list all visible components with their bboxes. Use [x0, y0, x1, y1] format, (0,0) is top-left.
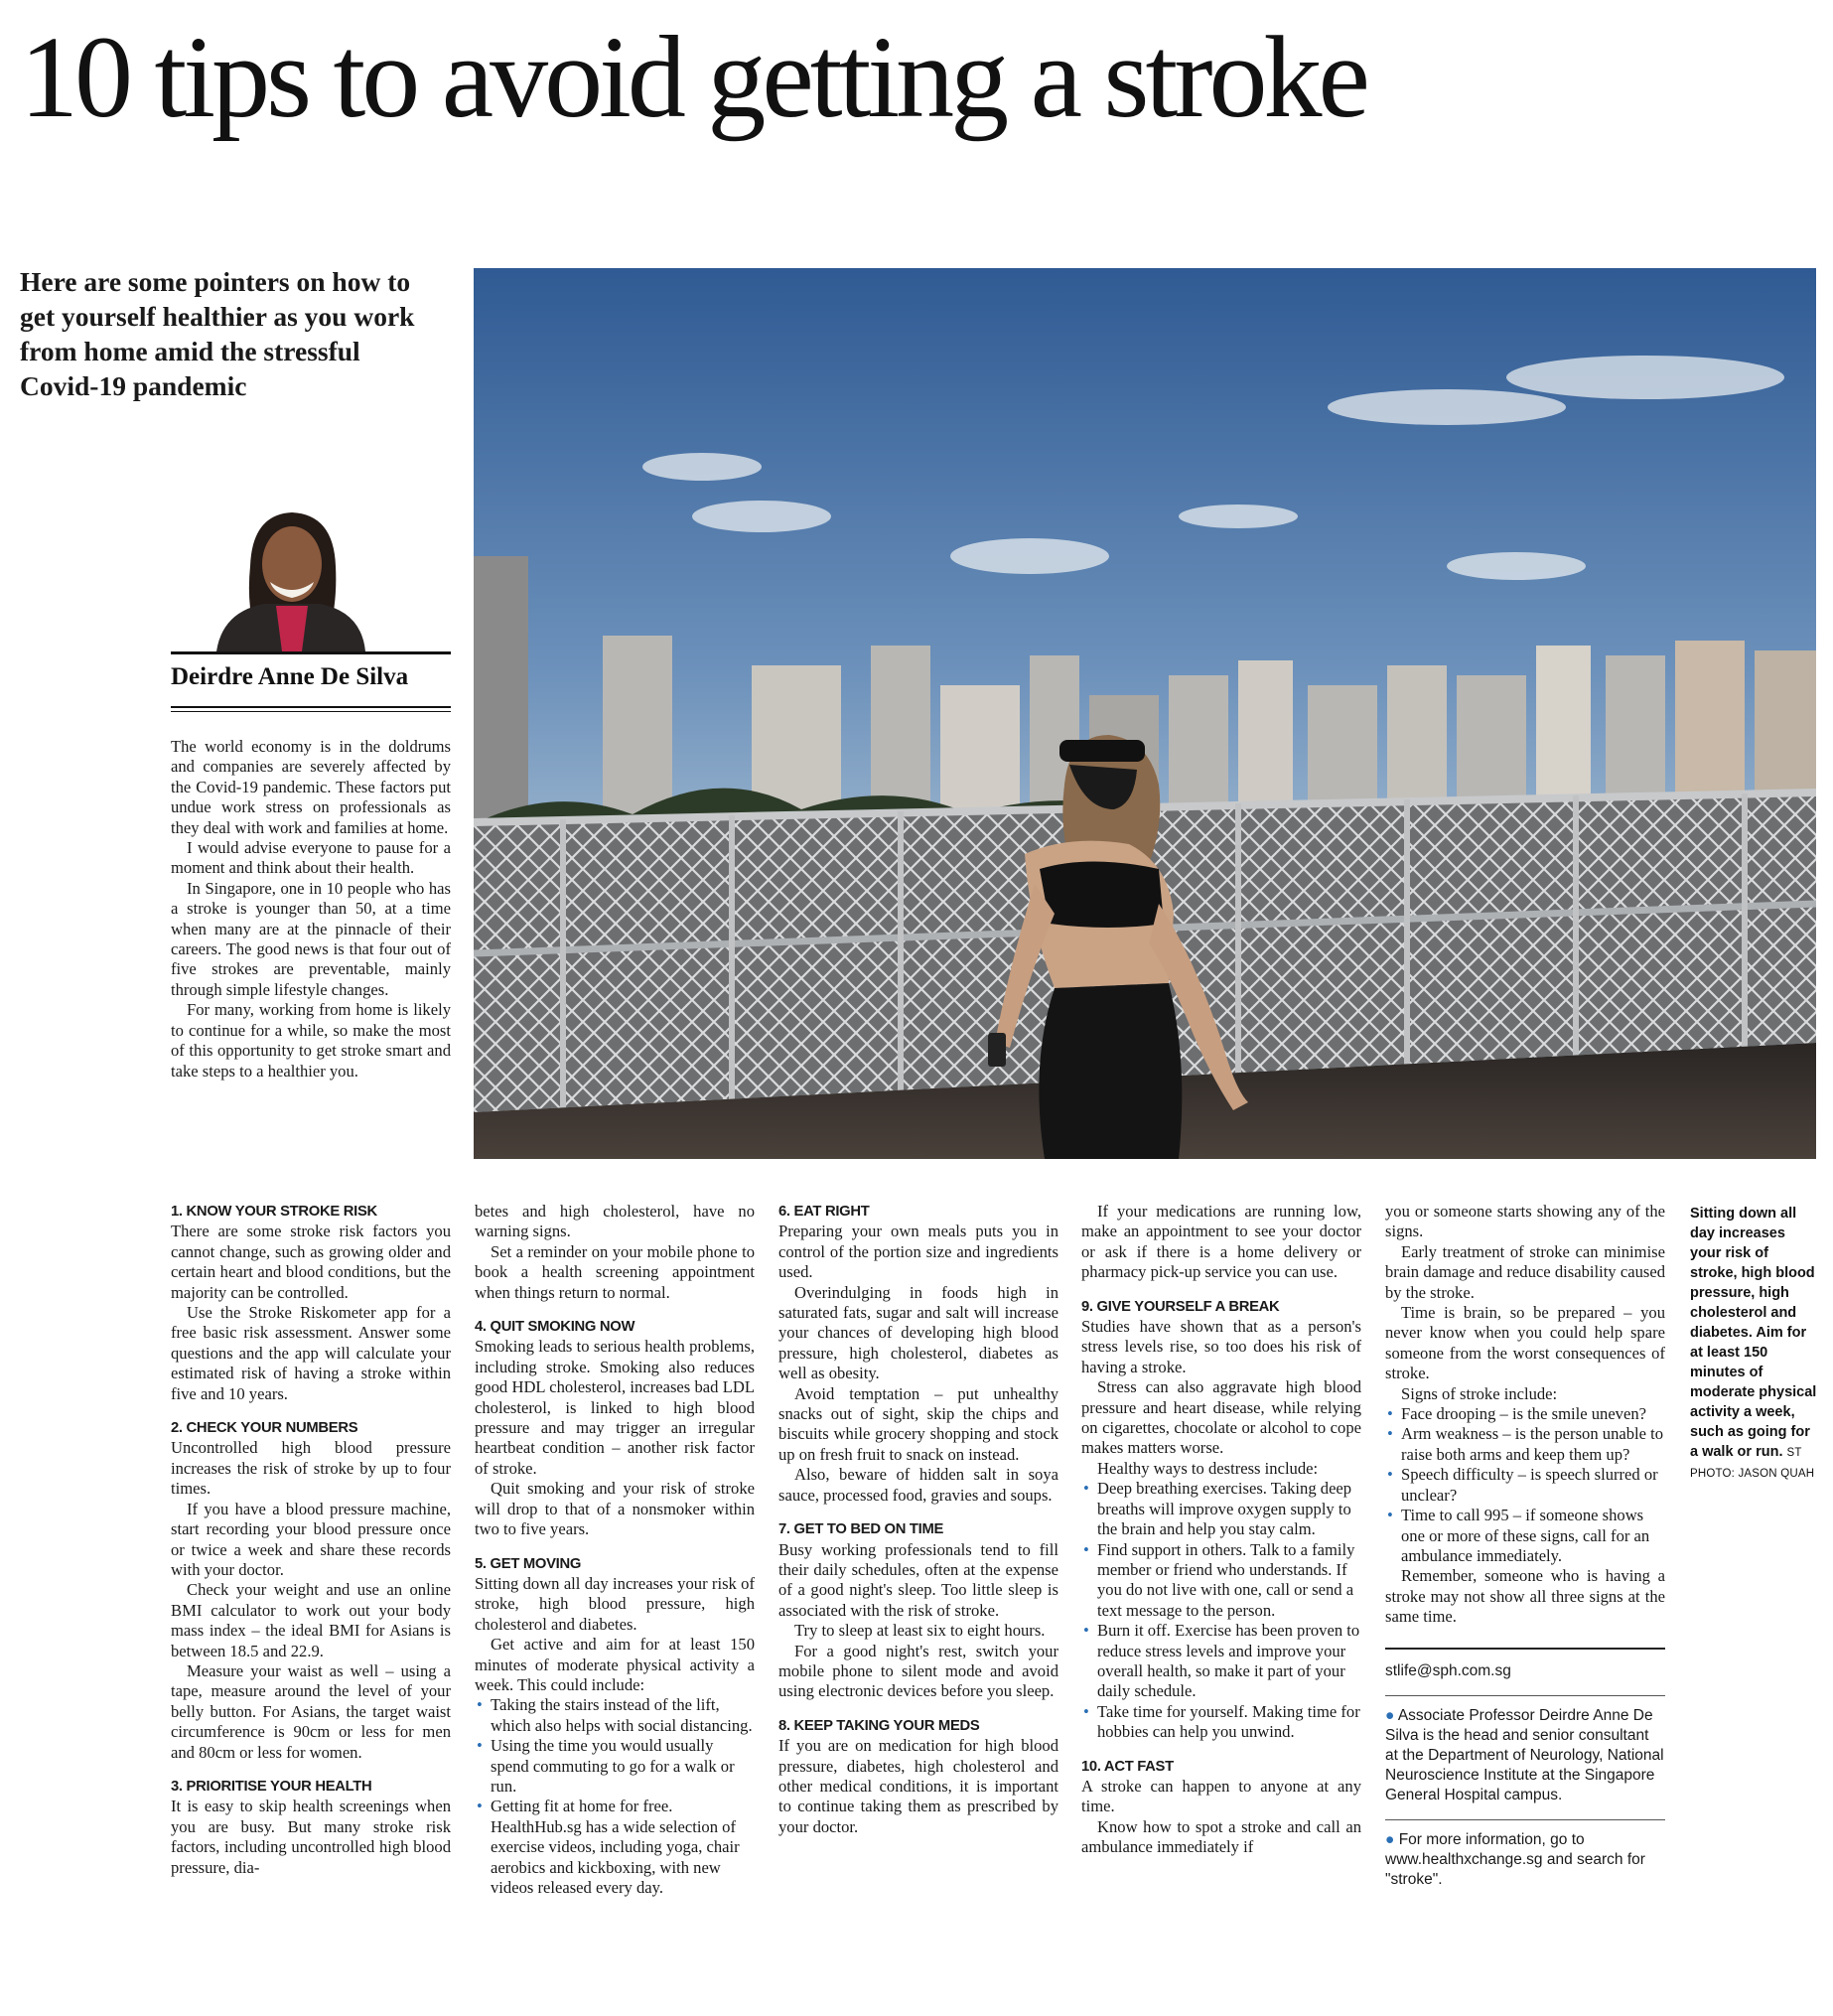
article-column-5 — [1385, 1202, 1665, 1890]
paragraph: Early treatment of stroke can minimise brain damage and reduce disability caused by the stroke. — [1385, 1241, 1665, 1302]
photo-credit: ST PHOTO: JASON QUAH — [1690, 1447, 1815, 1480]
paragraph: Get active and aim for at least 150 minutes of moderate physical activity a week. This could include: — [475, 1635, 755, 1694]
author-note — [1385, 1695, 1665, 1805]
more-info-text: For more information, go to www.healthxchange.sg and search for "stroke". — [1385, 1830, 1645, 1888]
bullet-icon: ● — [1385, 1706, 1395, 1724]
list-item: • Find support in others. Talk to a family member or friend who understands. If you do not live with one, call or send a text message to the person. — [1081, 1540, 1361, 1622]
paragraph: Use the Stroke Riskometer app for a free basic risk assessment. Answer some questions and the app will calculate your estimated risk of having a stroke within five and 10 years. — [171, 1303, 451, 1403]
paragraph: Preparing your own meals puts you in control of the portion size and ingredients used. — [778, 1222, 1058, 1282]
paragraph: The world economy is in the doldrums and companies are severely affected by the Covid-19 pandemic. These factors put undue work stress on professionals as they deal with work and families at home. — [171, 737, 451, 837]
tip-heading: 1. KNOW YOUR STROKE RISK — [171, 1204, 377, 1220]
paragraph: Remember, someone who is having a stroke may not show all three signs at the same time. — [1385, 1566, 1665, 1627]
paragraph: Know how to spot a stroke and call an ambulance immediately if — [1081, 1816, 1361, 1857]
list-item: • Taking the stairs instead of the lift, which also helps with social distancing. — [475, 1695, 755, 1736]
paragraph: Smoking leads to serious health problems, including stroke. Smoking also reduces good HDL cholesterol, increases bad LDL cholesterol, is linked to high blood pressure and may trigger an irregular heartbeat condition – another risk factor of stroke. — [475, 1337, 755, 1478]
author-note-text: Associate Professor Deirdre Anne De Silva is the head and senior consultant at the Department of Neurology, National Neuroscience Institute at the Singapore General Hospital campus. — [1385, 1706, 1664, 1803]
paragraph: Stress can also aggravate high blood pressure and heart disease, while relying on cigarettes, chocolate or alcohol to cope makes matters worse. — [1081, 1377, 1361, 1458]
list-item: • Getting fit at home for free. HealthHub.sg has a wide selection of exercise videos, including yoga, chair aerobics and kickboxing, with new videos released every day. — [475, 1797, 755, 1898]
list-item: • Burn it off. Exercise has been proven to reduce stress levels and improve your overall health, so make it part of your daily schedule. — [1081, 1621, 1361, 1702]
paragraph: Try to sleep at least six to eight hours. — [794, 1621, 1046, 1641]
paragraph: I would advise everyone to pause for a moment and think about their health. — [171, 838, 451, 878]
photo-caption — [1690, 1204, 1817, 1484]
tip-heading: 10. ACT FAST — [1081, 1758, 1174, 1775]
list-item: • Arm weakness – is the person unable to raise both arms and keep them up? — [1385, 1424, 1665, 1465]
caption-text: Sitting down all day increases your risk of stroke, high blood pressure, high cholesterol and diabetes. Aim for at least 150 minutes of moderate physical activity a week, such as going for a walk or run. — [1690, 1206, 1817, 1460]
list-item: • Deep breathing exercises. Taking deep breaths will improve oxygen supply to the brain and help you stay calm. — [1081, 1479, 1361, 1539]
standfirst: Here are some pointers on how to get yourself healthier as you work from home amid the stressful Covid-19 pandemic — [20, 266, 415, 401]
list-item: • Face drooping – is the smile uneven? — [1385, 1404, 1665, 1424]
paragraph: Also, beware of hidden salt in soya sauce, processed food, gravies and soups. — [778, 1465, 1058, 1505]
tip-heading: 7. GET TO BED ON TIME — [778, 1521, 944, 1538]
list-item: • Speech difficulty – is speech slurred or unclear? — [1385, 1465, 1665, 1506]
paragraph: If your medications are running low, make an appointment to see your doctor or ask if there is a home delivery or pharmacy pick-up service you can use. — [1081, 1202, 1361, 1282]
paragraph: A stroke can happen to anyone at any time. — [1081, 1776, 1361, 1816]
contact-email[interactable]: stlife@sph.com.sg — [1385, 1648, 1665, 1681]
list-item: • Time to call 995 – if someone shows one or more of these signs, call for an ambulance immediately. — [1385, 1506, 1665, 1566]
byline-rule — [171, 706, 451, 712]
paragraph: Studies have shown that as a person's stress levels rise, so too does his risk of having a stroke. — [1081, 1317, 1361, 1376]
article-column-1 — [171, 1202, 451, 1878]
intro-text — [171, 737, 451, 1081]
headline: 10 tips to avoid getting a stroke — [20, 12, 1366, 142]
paragraph: Avoid temptation – put unhealthy snacks out of sight, skip the chips and biscuits while grocery shopping and stock up on fresh fruit to snack on instead. — [778, 1383, 1058, 1464]
tip-heading: 9. GIVE YOURSELF A BREAK — [1081, 1298, 1280, 1315]
paragraph: In Singapore, one in 10 people who has a stroke is younger than 50, at a time when many are at the pinnacle of their careers. The good news is that four out of five strokes are preventable, mainly through simple lifestyle changes. — [171, 878, 451, 999]
tip-heading: 2. CHECK YOUR NUMBERS — [171, 1420, 358, 1437]
paragraph: There are some stroke risk factors you cannot change, such as growing older and certain heart and blood conditions, but the majority can be controlled. — [171, 1222, 451, 1302]
paragraph: betes and high cholesterol, have no warning signs. — [475, 1202, 755, 1241]
article-column-2 — [475, 1202, 755, 1898]
paragraph: If you have a blood pressure machine, start recording your blood pressure once or twice a week and share these records with your doctor. — [171, 1499, 451, 1579]
tip-heading: 3. PRIORITISE YOUR HEALTH — [171, 1778, 372, 1795]
bullet-list — [1081, 1479, 1361, 1742]
paragraph: Measure your waist as well – using a tape, measure around the level of your belly button. For Asians, the target waist circumference is 90cm or less for men and 80cm or less for women. — [171, 1660, 451, 1762]
bullet-icon: ● — [1385, 1830, 1395, 1848]
bullet-list — [475, 1695, 755, 1898]
paragraph: Signs of stroke include: — [1401, 1383, 1558, 1403]
paragraph: Sitting down all day increases your risk of stroke, high blood pressure, high cholesterol and diabetes. — [475, 1573, 755, 1634]
tip-heading: 6. EAT RIGHT — [778, 1204, 870, 1220]
tip-heading: 5. GET MOVING — [475, 1555, 582, 1572]
tip-heading: 4. QUIT SMOKING NOW — [475, 1319, 635, 1336]
paragraph: you or someone starts showing any of the signs. — [1385, 1202, 1665, 1241]
paragraph: Uncontrolled high blood pressure increases the risk of stroke by up to four times. — [171, 1438, 451, 1499]
list-item: • Take time for yourself. Making time for hobbies can help you unwind. — [1081, 1702, 1361, 1743]
paragraph: For many, working from home is likely to continue for a while, so make the most of this opportunity to get stroke smart and take steps to a healthier you. — [171, 1000, 451, 1080]
paragraph: Set a reminder on your mobile phone to book a health screening appointment when things return to normal. — [475, 1241, 755, 1302]
main-photo — [474, 268, 1816, 1159]
article-column-3 — [778, 1202, 1058, 1837]
byline — [171, 651, 451, 712]
paragraph: Busy working professionals tend to fill their daily schedules, often at the expense of a good night's sleep. Too little sleep is associated with the risk of stroke. — [778, 1539, 1058, 1620]
article-column-4 — [1081, 1202, 1361, 1858]
bullet-list — [1385, 1404, 1665, 1566]
tip-heading: 8. KEEP TAKING YOUR MEDS — [778, 1717, 980, 1734]
paragraph: For a good night's rest, switch your mobile phone to silent mode and avoid using electronic devices before you sleep. — [778, 1641, 1058, 1701]
more-info — [1385, 1819, 1665, 1890]
paragraph: Healthy ways to destress include: — [1097, 1458, 1319, 1478]
paragraph: Time is brain, so be prepared – you never know when you could help spare someone from the worst consequences of stroke. — [1385, 1303, 1665, 1383]
paragraph: It is easy to skip health screenings when you are busy. But many stroke risk factors, including uncontrolled high blood pressure, dia- — [171, 1797, 451, 1877]
paragraph: Check your weight and use an online BMI calculator to work out your body mass index – the ideal BMI for Asians is between 18.5 and 22.9. — [171, 1580, 451, 1660]
author-photo — [212, 506, 369, 651]
byline-name: Deirdre Anne De Silva — [171, 663, 409, 690]
paragraph: Overindulging in foods high in saturated fats, sugar and salt will increase your chances of developing high blood pressure, high cholesterol, diabetes as well as obesity. — [778, 1282, 1058, 1383]
paragraph: If you are on medication for high blood pressure, diabetes, high cholesterol and other medical conditions, it is important to continue taking them as prescribed by your doctor. — [778, 1736, 1058, 1836]
list-item: • Using the time you would usually spend commuting to go for a walk or run. — [475, 1736, 755, 1797]
paragraph: Quit smoking and your risk of stroke will drop to that of a nonsmoker within two to five years. — [475, 1479, 755, 1539]
